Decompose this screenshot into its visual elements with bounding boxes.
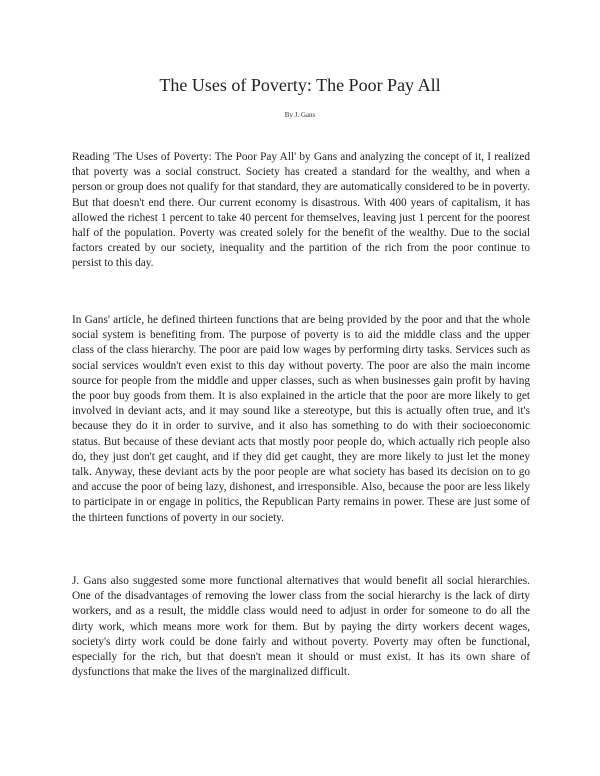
document-title: The Uses of Poverty: The Poor Pay All [159,75,441,95]
paragraph-1: Reading 'The Uses of Poverty: The Poor Pay All' by Gans and analyzing the concept of it, I realized that poverty was a social construct. Society has created a standard for the wealthy, and when a person or group does not qualify for that standard, they are automatically considered to be in poverty. But that doesn't end there. Our current economy is disastrous. With 400 years of capitalism, it has allowed the richest 1 percent to take 40 percent for themselves, leaving just 1 percent for the poorest half of the population. Poverty was created solely for the benefit of the wealthy. Due to the social factors created by our society, inequality and the partition of the rich from the poor continue to persist to this day. [72,151,530,270]
paragraph-3: J. Gans also suggested some more functional alternatives that would benefit all social hierarchies. One of the disadvantages of removing the lower class from the social hierarchy is the lack of dirty workers, and as a result, the middle class would need to adjust in order for someone to do all the dirty work, which means more work for them. But by paying the dirty workers decent wages, society's dirty work could be done fairly and without poverty. Poverty may often be functional, especially for the rich, but that doesn't mean it should or must exist. It has its own share of dysfunctions that make the lives of the marginalized difficult. [72,575,530,679]
document-byline: By J. Gans [284,111,316,119]
paragraph-2: In Gans' article, he defined thirteen functions that are being provided by the poor and that the whole social system is benefiting from. The purpose of poverty is to aid the middle class and the upper class of the class hierarchy. The poor are paid low wages by performing dirty tasks. Services such as social services wouldn't even exist to this day without poverty. The poor are also the main income source for people from the middle and upper classes, such as when businesses gain profit by having the poor buy goods from them. It is also explained in the article that the poor are more likely to get involved in deviant acts, and it may sound like a stereotype, but this is actually often true, and it's because they do it in order to survive, and it also has something to do with their socioeconomic status. But because of these deviant acts that mostly poor people do, which actually rich people also do, they just don't get caught, and if they did get caught, they are more likely to just let the money talk. Anyway, these deviant acts by the poor people are what society has based its decision on to go and accuse the poor of being lazy, dishonest, and irresponsible. Also, because the poor are less likely to participate in or engage in politics, the Republican Party remains in power. These are just some of the thirteen functions of poverty in our society. [72,314,530,524]
